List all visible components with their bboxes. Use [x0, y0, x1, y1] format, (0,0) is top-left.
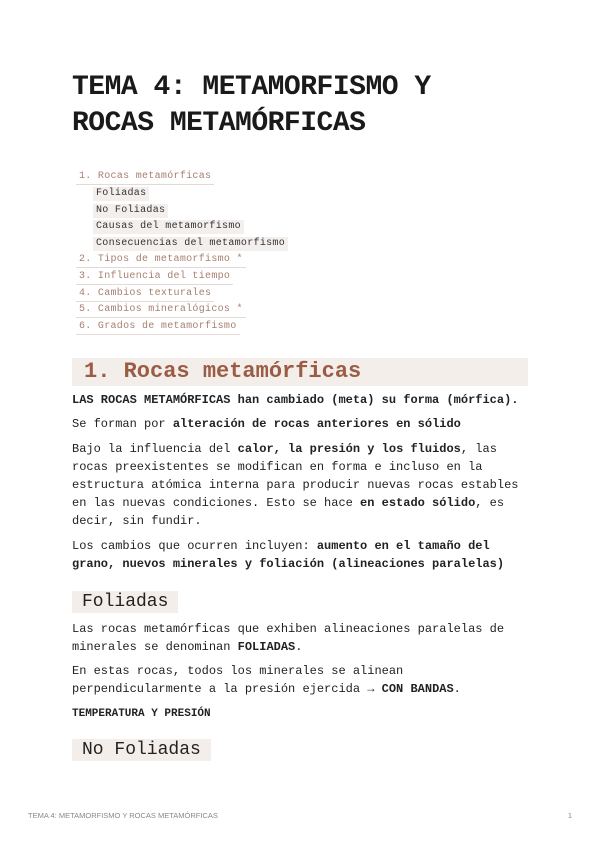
paragraph: TEMPERATURA Y PRESIÓN [72, 708, 211, 720]
subsection-heading: No Foliadas [72, 739, 211, 761]
paragraph: Bajo la influencia del calor, la presión y los fluidos, las rocas preexistentes se modifican en forma e incluso en la estructura atómica interna para producir nuevas rocas estables en las nuevas condiciones. Esto se hace en estado sólido, es decir, sin fundir. [72, 442, 519, 528]
table-of-contents [76, 169, 288, 336]
toc-item[interactable]: 5. Cambios mineralógicos * [76, 303, 288, 320]
toc-subitem[interactable]: No Foliadas [76, 202, 288, 219]
subsection-heading: Foliadas [72, 591, 178, 613]
paragraph: Las rocas metamórficas que exhiben alineaciones paralelas de minerales se denominan FOLIADAS. [72, 622, 505, 654]
paragraph: Los cambios que ocurren incluyen: aumento en el tamaño del grano, nuevos minerales y foliación (alineaciones paralelas) [72, 539, 505, 571]
title-line-2: ROCAS METAMÓRFICAS [72, 108, 366, 139]
toc-item[interactable]: 4. Cambios texturales [76, 286, 288, 303]
toc-item[interactable]: 1. Rocas metamórficas [76, 169, 288, 186]
toc-item[interactable]: 6. Grados de metamorfismo [76, 319, 288, 336]
document-title [72, 70, 528, 142]
paragraph: En estas rocas, todos los minerales se alinean perpendicularmente a la presión ejercida → CON BANDAS. [72, 664, 461, 696]
toc-subitem[interactable]: Causas del metamorfismo [76, 219, 288, 236]
toc-subitem[interactable]: Foliadas [76, 186, 288, 203]
section-heading: 1. Rocas metamórficas [72, 358, 528, 386]
paragraph: LAS ROCAS METAMÓRFICAS han cambiado (meta) su forma (mórfica). [72, 393, 519, 407]
page-number: 1 [567, 811, 572, 820]
title-line-1: TEMA 4: METAMORFISMO Y [72, 72, 431, 103]
toc-item[interactable]: 3. Influencia del tiempo [76, 269, 288, 286]
paragraph: Se forman por alteración de rocas anteriores en sólido [72, 417, 461, 431]
toc-item[interactable]: 2. Tipos de metamorfismo * [76, 252, 288, 269]
footer-title: TEMA 4: METAMORFISMO Y ROCAS METAMÓRFICAS [28, 811, 218, 820]
toc-subitem[interactable]: Consecuencias del metamorfismo [76, 236, 288, 253]
